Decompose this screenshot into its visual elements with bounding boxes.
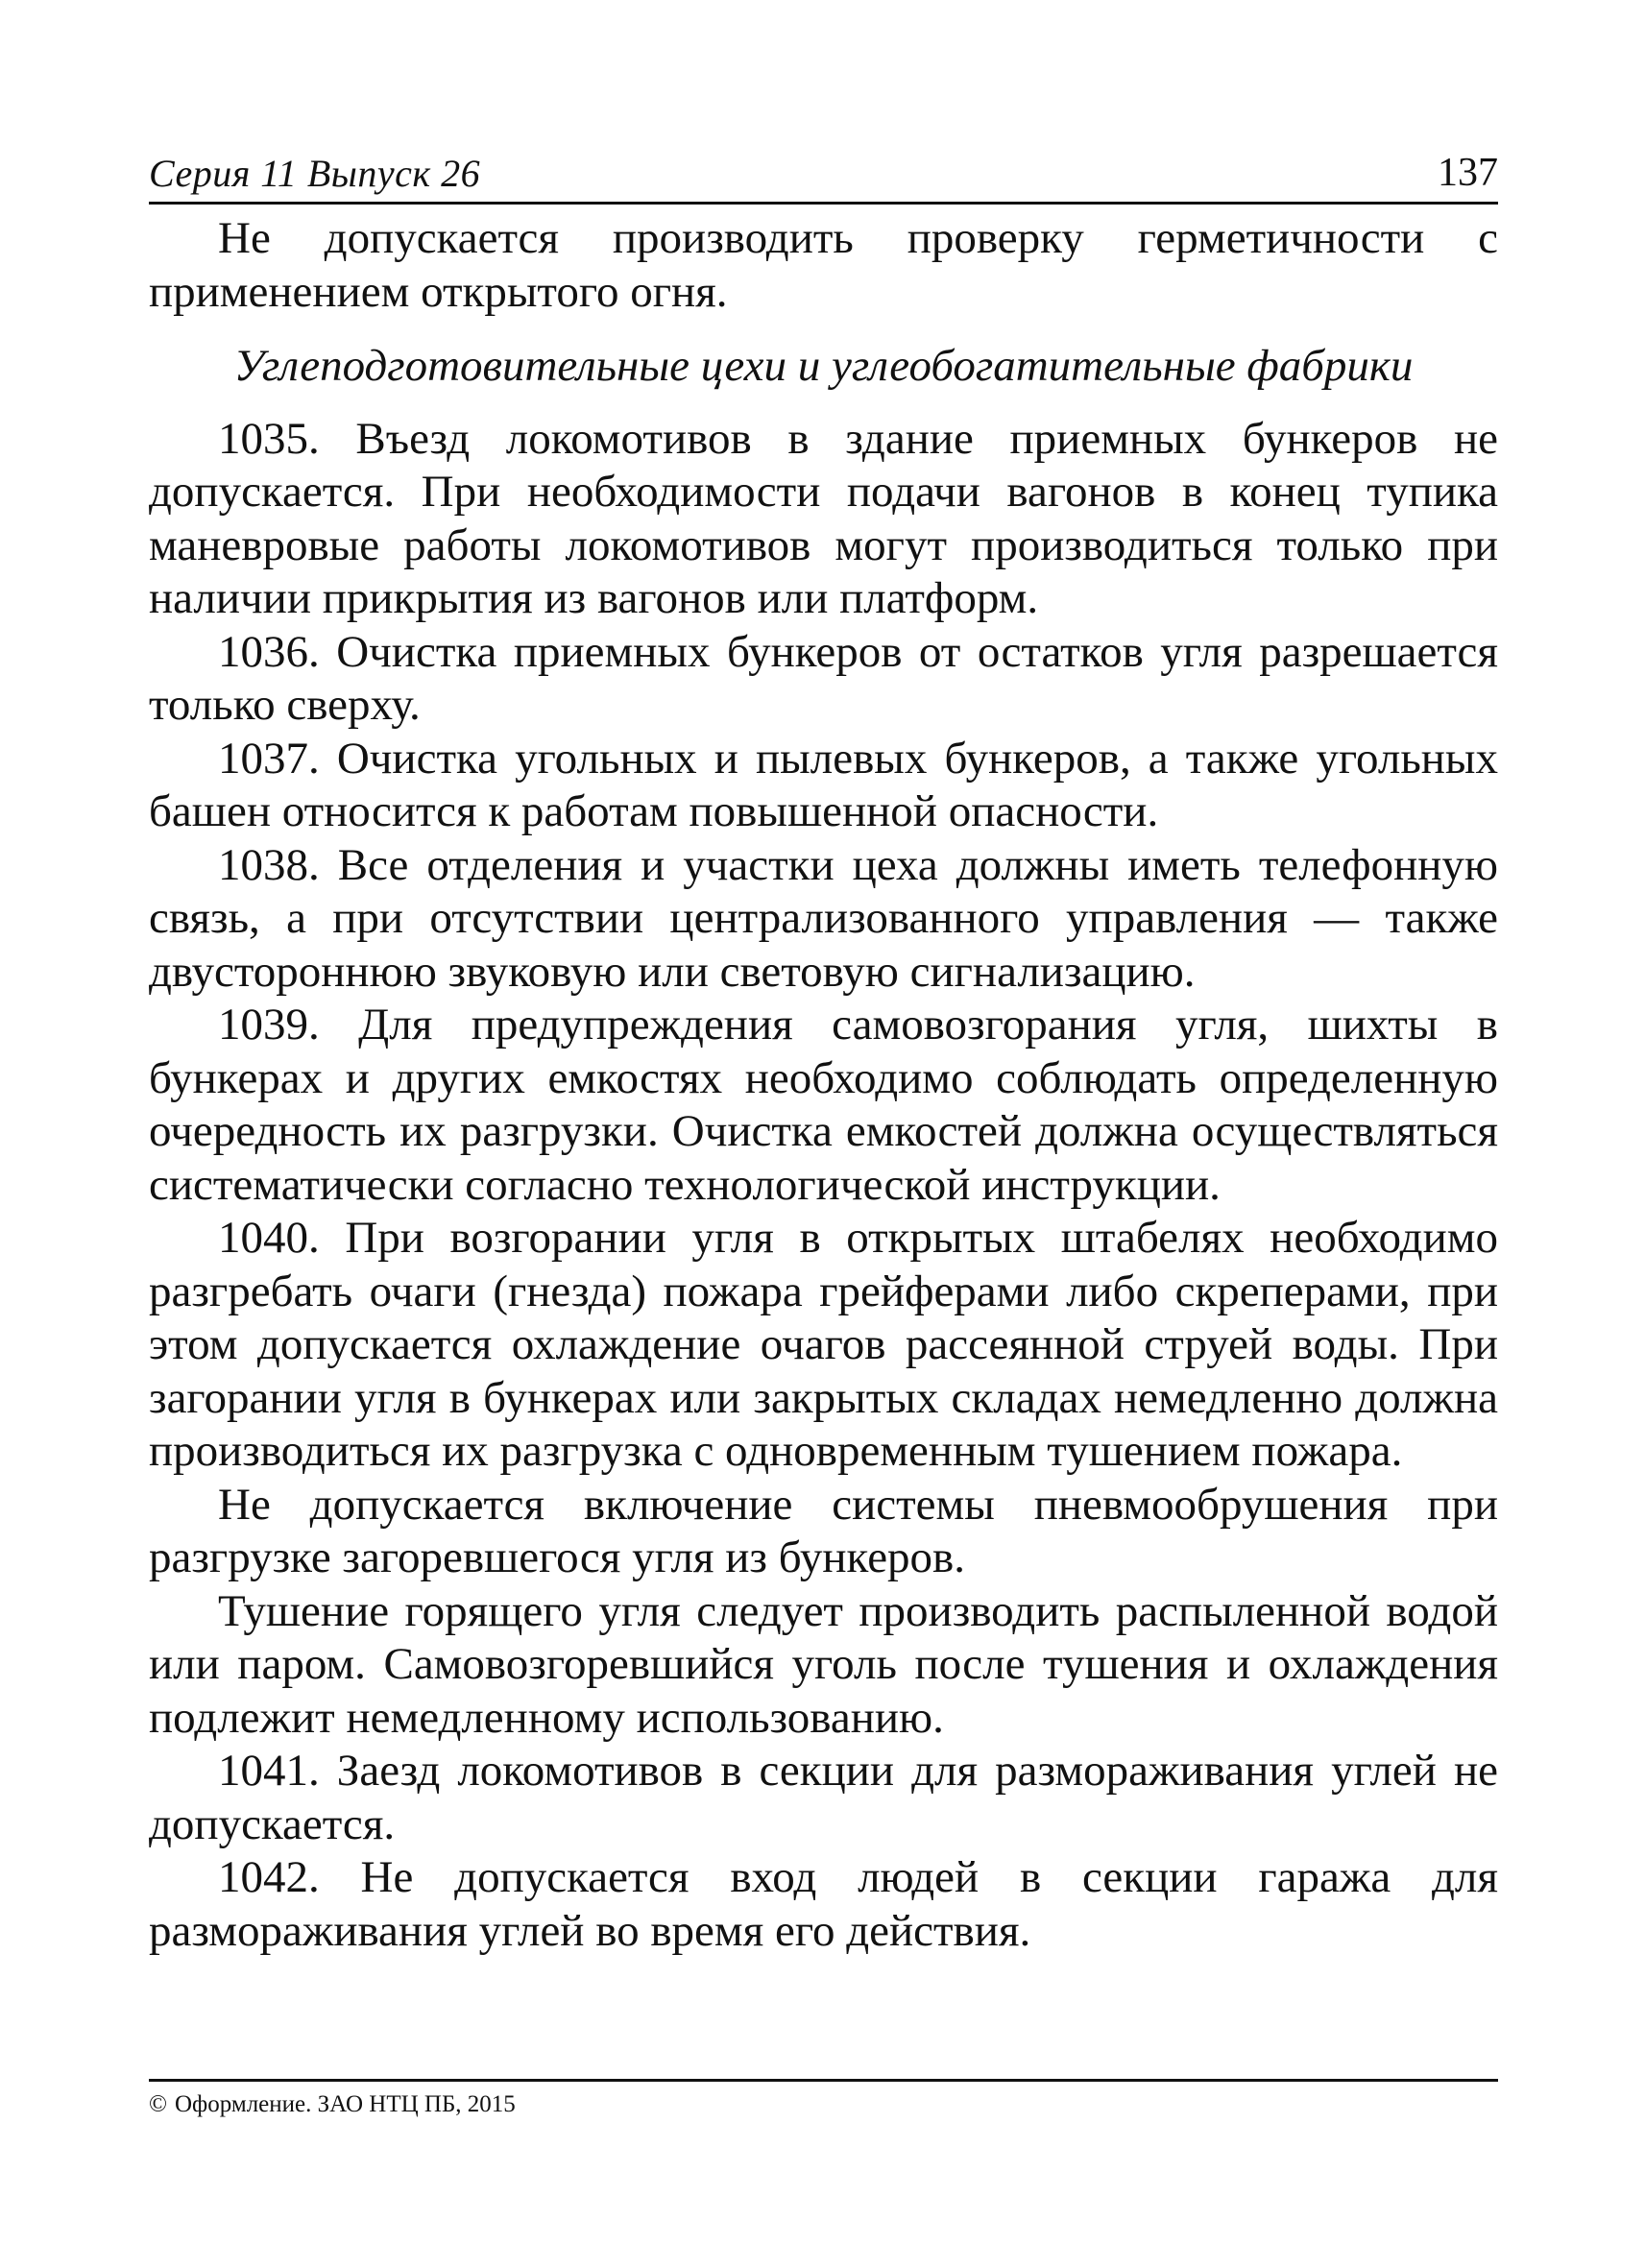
paragraph-1040: 1040. При возгорании угля в открытых штабелях необходимо разгребать очаги (гнезда) пожара грейферами либо скреперами, при этом допускается охлаждение очагов рассеянной струей воды. При загорании угля в бункерах или закрытых складах немедленно должна производиться их разгрузка с одновременным тушением пожара. [149,1213,1498,1476]
paragraph-1036: 1036. Очистка приемных бункеров от остатков угля разрешается только сверху. [149,626,1498,730]
page-footer [149,2079,1498,2118]
section-title: Углеподготовительные цехи и углеобогатительные фабрики [233,341,1414,391]
page-number: 137 [1438,151,1498,195]
paragraph-1037: 1037. Очистка угольных и пылевых бункеров, а также угольных башен относится к работам повышенной опасности. [149,733,1498,836]
paragraph-1040-extinguishing: Тушение горящего угля следует производить распыленной водой или паром. Самовозгоревшийся уголь после тушения и охлаждения подлежит немедленному использованию. [149,1585,1498,1743]
paragraph-1042: 1042. Не допускается вход людей в секции гаража для размораживания углей во время его действия. [149,1852,1498,1956]
page [149,144,1498,1958]
footer-text: Оформление. ЗАО НТЦ ПБ, 2015 [175,2091,516,2117]
paragraph-1041: 1041. Заезд локомотивов в секции для размораживания углей не допускается. [149,1746,1498,1849]
series-title: Серия 11 Выпуск 26 [149,152,481,195]
paragraph-1040-pneumatic: Не допускается включение системы пневмообрушения при разгрузке загоревшегося угля из бункеров. [149,1479,1498,1582]
page-body [149,212,1498,1958]
running-header [149,144,1498,205]
paragraph-1039: 1039. Для предупреждения самовозгорания угля, шихты в бункерах и других емкостях необходимо соблюдать определенную очередность их разгрузки. Очистка емкостей должна осуществляться систематически согласно технологической инструкции. [149,1000,1498,1210]
copyright-icon: © [149,2091,167,2117]
paragraph-1038: 1038. Все отделения и участки цеха должны иметь телефонную связь, а при отсутствии централизованного управления — также двустороннюю звуковую или световую сигнализацию. [149,839,1498,997]
paragraph-intro: Не допускается производить проверку герметичности с применением открытого огня. [149,213,1498,317]
paragraph-1035: 1035. Въезд локомотивов в здание приемных бункеров не допускается. При необходимости подачи вагонов в конец тупика маневровые работы локомотивов могут производиться только при наличии прикрытия из вагонов или платформ. [149,413,1498,623]
